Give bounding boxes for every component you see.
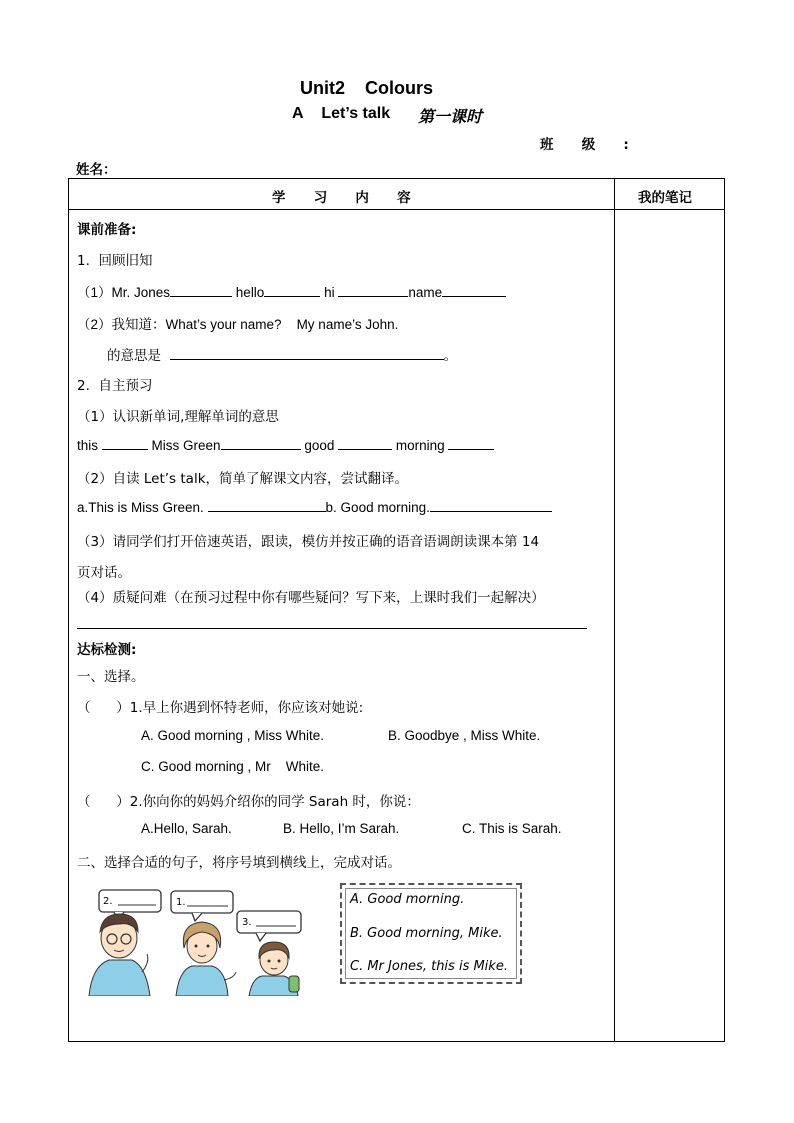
period-label: 第一课时 <box>418 107 483 126</box>
answer-blank[interactable] <box>170 284 232 297</box>
review-words-line <box>77 281 506 301</box>
column-header-content: 学 习 内 容 <box>272 190 411 206</box>
test-heading: 达标检测: <box>77 642 137 658</box>
option-c: C. Mr Jones, this is Mike. <box>350 959 508 974</box>
mcq-1-option-c: C. Good morning , Mr White. <box>141 759 325 774</box>
lesson-label: Let’s talk <box>321 105 391 122</box>
q2-3-line2: 页对话。 <box>77 565 131 581</box>
q2-4-line: （4）质疑问难（在预习过程中你有哪些疑问？写下来，上课时我们一起解决） <box>77 590 545 606</box>
meaning-line <box>107 344 457 364</box>
table-bottom-border <box>68 1041 725 1042</box>
answer-blank[interactable] <box>264 284 320 297</box>
unit-name: Colours <box>365 78 434 98</box>
table-header-border <box>68 209 725 210</box>
class-label: 班 级 : <box>540 137 629 153</box>
word-name: name <box>408 285 443 300</box>
table-top-border <box>68 178 725 179</box>
mcq-1: （ ）1.早上你遇到怀特老师，你应该对她说: <box>77 700 364 716</box>
translate-line <box>77 499 552 515</box>
name-label: 姓名： <box>76 162 117 178</box>
prep-heading: 课前准备: <box>77 222 137 238</box>
new-words-line <box>77 437 494 453</box>
dialogue-illustration <box>84 884 314 996</box>
lesson-title <box>292 105 390 123</box>
word-hi: hi <box>324 285 335 300</box>
mcq-2-option-c: C. This is Sarah. <box>462 821 562 836</box>
question-answer-line[interactable] <box>77 628 587 629</box>
answer-blank[interactable] <box>448 437 494 450</box>
word-miss-green: Miss Green <box>151 438 221 453</box>
table-left-border <box>68 178 69 1042</box>
mcq-2-option-b: B. Hello, I’m Sarah. <box>283 821 400 836</box>
meaning-label: 的意思是 <box>107 348 161 364</box>
sentence-b: b. Good morning. <box>325 500 430 515</box>
q1-1-label: （1）Mr. Jones <box>77 285 171 300</box>
table-column-divider <box>614 178 615 1042</box>
q2-3-line1: （3）请同学们打开倍速英语，跟读，模仿并按正确的语音语调朗读课本第 14 <box>77 534 540 550</box>
sentence-a: a.This is Miss Green. <box>77 500 204 515</box>
option-a: A. Good morning. <box>350 892 465 907</box>
answer-blank[interactable] <box>338 284 408 297</box>
column-header-notes: 我的笔记 <box>638 190 692 206</box>
bubble-number: 1. <box>176 897 186 908</box>
part-label: A <box>292 105 304 122</box>
answer-blank[interactable] <box>170 347 444 360</box>
student-boy-figure <box>249 942 299 996</box>
bubble-number: 2. <box>103 896 113 907</box>
q1-2-line: （2）我知道：What’s your name? My name’s John. <box>77 317 399 332</box>
answer-blank[interactable] <box>102 437 148 450</box>
section-dialogue: 二、选择合适的句子，将序号填到横线上，完成对话。 <box>77 855 401 871</box>
unit-number: Unit2 <box>300 78 345 98</box>
table-right-border <box>724 178 725 1042</box>
word-hello: hello <box>235 285 265 300</box>
word-good: good <box>304 438 335 453</box>
answer-blank[interactable] <box>221 437 301 450</box>
q2-2-line: （2）自读 Let’s talk，简单了解课文内容，尝试翻译。 <box>77 471 409 487</box>
teacher-woman-figure <box>176 922 236 996</box>
word-morning: morning <box>395 438 445 453</box>
mcq-2: （ ）2.你向你的妈妈介绍你的同学 Sarah 时，你说： <box>77 794 420 810</box>
preview-title: 2. 自主预习 <box>77 378 153 394</box>
mcq-1-option-b: B. Goodbye , Miss White. <box>388 728 541 743</box>
review-title: 1. 回顾旧知 <box>77 253 153 269</box>
answer-blank[interactable] <box>442 284 506 297</box>
answer-blank[interactable] <box>430 499 552 512</box>
answer-blank[interactable] <box>208 499 326 512</box>
unit-title <box>300 78 433 99</box>
bubble-number: 3. <box>242 917 252 928</box>
meaning-end: 。 <box>443 348 458 364</box>
mcq-1-option-a: A. Good morning , Miss White. <box>141 728 325 743</box>
section-choose: 一、选择。 <box>77 669 145 685</box>
option-b: B. Good morning, Mike. <box>350 926 503 941</box>
answer-blank[interactable] <box>338 437 392 450</box>
teacher-man-figure <box>89 914 150 996</box>
mcq-2-option-a: A.Hello, Sarah. <box>141 821 232 836</box>
q2-1-line: （1）认识新单词,理解单词的意思 <box>77 409 279 425</box>
word-this: this <box>77 438 99 453</box>
